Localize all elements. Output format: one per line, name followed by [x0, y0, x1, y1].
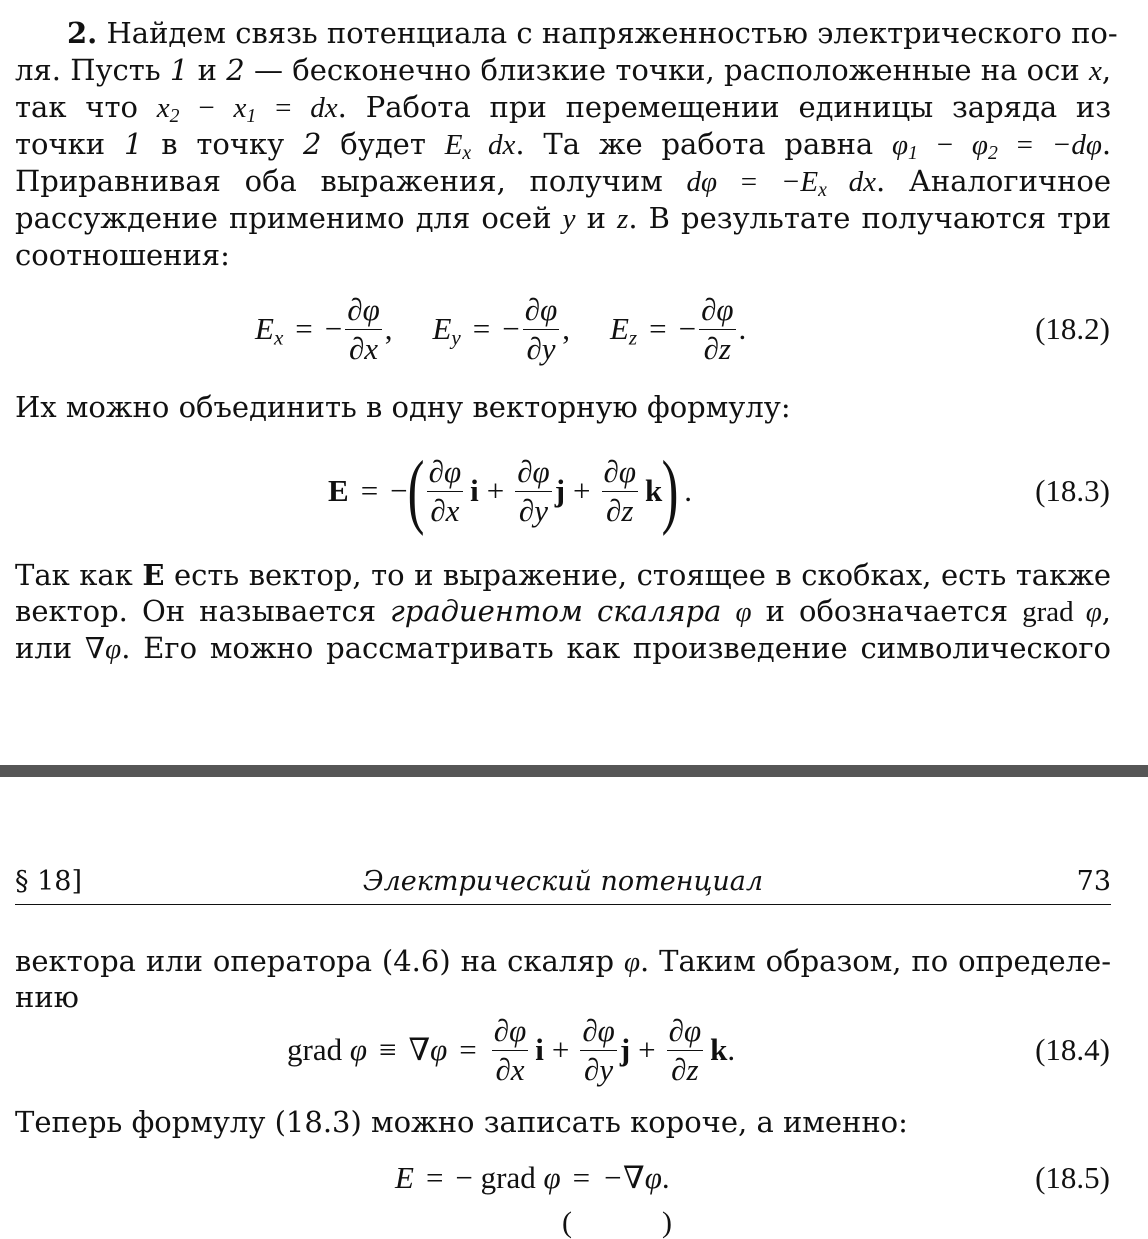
text: Так как	[15, 558, 133, 592]
text: будет	[340, 127, 426, 161]
math-expr: grad φ	[1022, 596, 1102, 628]
math-expr: −dφ	[1051, 129, 1102, 161]
paragraph-line	[15, 52, 1111, 89]
text: . Аналогичное	[876, 164, 1112, 198]
running-title: Электрический потенциал	[362, 866, 764, 897]
text: так что	[15, 90, 138, 124]
point-label: 1	[123, 127, 143, 161]
fraction: $\frac{\partial\varphi}{\partial y}$	[524, 291, 558, 366]
paragraph-line	[15, 557, 1111, 593]
text: Приравнивая оба выражения, получим	[15, 164, 663, 198]
text: соотношения:	[15, 238, 230, 272]
fraction: $\frac{\partial\varphi}{\partial x}$	[493, 1012, 527, 1087]
equation-body: grad φ ≡ ∇φ = $\frac{\partial\varphi}{\partial x}$ i + $\frac{\partial\varphi}{\partial y}$ j + $\frac{\partial\varphi}{\partial z}$ k .	[287, 1012, 736, 1087]
math-expr: dφ	[686, 166, 718, 198]
running-head	[15, 866, 1111, 904]
header-rule	[15, 904, 1111, 905]
equation-18-2	[0, 284, 1148, 374]
math-var: y	[562, 203, 576, 235]
point-label: 2	[303, 127, 322, 161]
paragraph-line	[15, 943, 1111, 980]
text: или	[15, 631, 73, 665]
text: Теперь формулу (18.3) можно записать короче, а именно:	[15, 1105, 908, 1139]
equation-body: E = − ( $\frac{\partial\varphi}{\partial x}$ i + $\frac{\partial\varphi}{\partial y}$ j + $\frac{\partial\varphi}{\partial z}$ k ) .	[328, 444, 692, 537]
math-expr: $\varphi_2$	[971, 129, 998, 164]
cut-off-paren-right: )	[662, 1206, 672, 1239]
math-expr: $E_x$ dx	[444, 129, 516, 164]
equation-number: (18.3)	[1035, 473, 1110, 508]
text: . Та же работа равна	[515, 127, 874, 161]
fraction: $\frac{\partial\varphi}{\partial z}$	[668, 1012, 702, 1087]
paragraph-line	[15, 126, 1111, 163]
paragraph-line	[15, 389, 1111, 425]
fraction: $\frac{\partial\varphi}{\partial y}$	[582, 1012, 615, 1087]
paragraph-line	[15, 89, 1111, 126]
fraction: $\frac{\partial\varphi}{\partial x}$	[347, 291, 380, 366]
cut-off-paren-left: (	[562, 1206, 572, 1239]
math-var: z	[617, 203, 629, 235]
text: — бесконечно близкие точки, расположенные на оси	[254, 53, 1080, 87]
text: рассуждение применимо для осей	[15, 201, 552, 235]
fraction: $\frac{\partial\varphi}{\partial z}$	[701, 291, 734, 366]
text: ля. Пусть	[15, 53, 161, 87]
math-var: φ	[735, 596, 752, 628]
text: в точку	[161, 127, 285, 161]
math-op: −	[936, 129, 954, 161]
math-op: =	[740, 166, 758, 198]
text: Найдем связь потенциала с напряженностью электрического по-	[106, 16, 1118, 50]
math-op: =	[275, 92, 292, 124]
equation-body: $E_x$ = − $\frac{\partial\varphi}{\partial x}$ , $E_y$ = − $\frac{\partial\varphi}{\partial y}$ , $E_z$ = − $\frac{\partial\varphi}{\partial z}$ .	[255, 291, 747, 366]
point-label: 1	[169, 53, 189, 87]
text: и	[586, 201, 606, 235]
text: . Его можно рассматривать как произведение символического	[121, 631, 1111, 665]
text: Их можно объединить в одну векторную формулу:	[15, 390, 791, 424]
text: . Работа при перемещении единицы заряда из	[337, 90, 1112, 124]
equation-body: E = − grad φ = −∇φ .	[395, 1160, 670, 1195]
paragraph-line	[15, 200, 1111, 237]
text: .	[1101, 127, 1112, 161]
page-divider	[0, 765, 1148, 777]
text: точки	[15, 127, 106, 161]
math-expr: $x_1$	[233, 92, 257, 127]
text: . В результате получаются три	[628, 201, 1112, 235]
math-expr: $\varphi_1$	[892, 129, 918, 164]
text: и	[197, 53, 217, 87]
math-var: x	[1088, 55, 1102, 87]
equation-number: (18.5)	[1035, 1160, 1110, 1195]
equation-number: (18.4)	[1035, 1032, 1110, 1067]
paragraph-line	[15, 15, 1118, 51]
paragraph-line	[15, 630, 1111, 667]
math-var: dx	[310, 92, 338, 124]
math-var: φ	[623, 946, 640, 978]
page-number: 73	[1076, 866, 1111, 897]
point-label: 2	[226, 53, 245, 87]
equation-18-4	[0, 1005, 1148, 1095]
text: и обозначается	[765, 594, 1009, 628]
item-number: 2.	[67, 16, 98, 50]
math-vector: E	[142, 558, 165, 592]
emphasized-term: градиентом скаляра	[390, 594, 722, 628]
paragraph-line	[15, 163, 1111, 200]
text: ,	[1101, 594, 1111, 628]
text: . Таким образом, по определе-	[640, 944, 1112, 978]
text: есть вектор, то и выражение, стоящее в скобках, есть также	[173, 558, 1112, 592]
math-expr: ∇φ	[84, 633, 122, 665]
section-ref: § 18]	[15, 866, 82, 897]
equation-number: (18.2)	[1035, 311, 1110, 346]
math-op: −	[198, 92, 215, 124]
math-expr: $x_2$	[156, 92, 180, 127]
text: нию	[15, 980, 79, 1014]
fraction: $\frac{\partial\varphi}{\partial y}$	[517, 453, 550, 528]
math-expr: $-E_x$ dx	[780, 166, 876, 201]
paragraph-line	[15, 237, 1111, 273]
text: ,	[1101, 53, 1112, 87]
text: вектор. Он называется	[15, 594, 377, 628]
fraction: $\frac{\partial\varphi}{\partial z}$	[603, 453, 636, 528]
text: вектора или оператора (4.6) на скаляр	[15, 944, 615, 978]
equation-18-3	[0, 446, 1148, 536]
math-op: =	[1016, 129, 1033, 161]
paragraph-line	[15, 593, 1111, 630]
equation-18-5	[0, 1133, 1148, 1223]
fraction: $\frac{\partial\varphi}{\partial x}$	[428, 453, 462, 528]
